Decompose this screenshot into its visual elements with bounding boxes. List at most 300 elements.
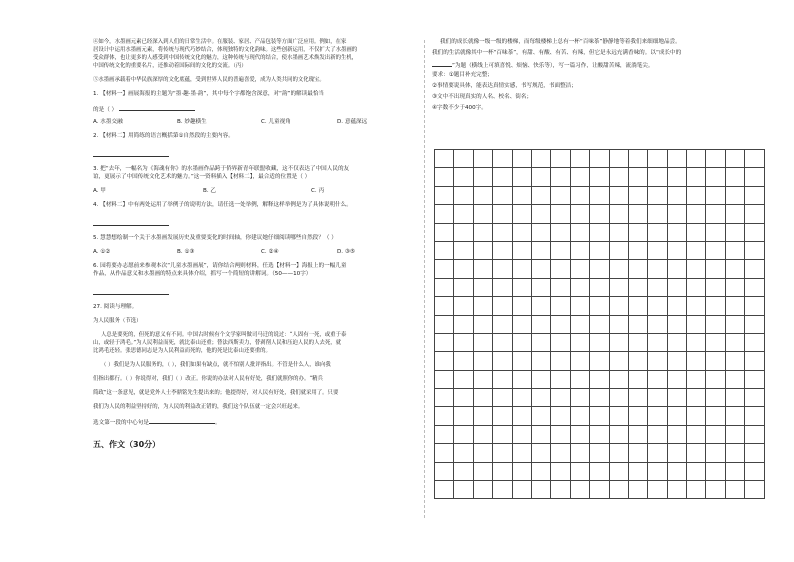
option-c[interactable]: C. 儿童视角 — [261, 119, 291, 125]
grid-cell[interactable] — [648, 407, 667, 425]
grid-cell[interactable] — [493, 463, 512, 481]
grid-cell[interactable] — [590, 297, 609, 315]
grid-cell[interactable] — [668, 481, 687, 499]
grid-cell[interactable] — [571, 150, 590, 168]
grid-cell[interactable] — [706, 297, 725, 315]
grid-cell[interactable] — [629, 407, 648, 425]
grid-cell[interactable] — [629, 352, 648, 370]
grid-cell[interactable] — [532, 168, 551, 186]
grid-cell[interactable] — [648, 297, 667, 315]
grid-cell[interactable] — [726, 371, 745, 389]
grid-cell[interactable] — [551, 168, 570, 186]
grid-cell[interactable] — [745, 463, 764, 481]
grid-cell[interactable] — [610, 426, 629, 444]
grid-cell[interactable] — [454, 463, 473, 481]
grid-cell[interactable] — [551, 279, 570, 297]
grid-cell[interactable] — [590, 389, 609, 407]
grid-cell[interactable] — [706, 352, 725, 370]
grid-cell[interactable] — [513, 316, 532, 334]
grid-cell[interactable] — [532, 426, 551, 444]
grid-cell[interactable] — [590, 426, 609, 444]
grid-cell[interactable] — [474, 352, 493, 370]
grid-cell[interactable] — [454, 260, 473, 278]
grid-cell[interactable] — [551, 187, 570, 205]
grid-cell[interactable] — [706, 444, 725, 462]
grid-cell[interactable] — [571, 242, 590, 260]
grid-cell[interactable] — [454, 316, 473, 334]
grid-cell[interactable] — [551, 407, 570, 425]
grid-cell[interactable] — [571, 297, 590, 315]
grid-cell[interactable] — [726, 389, 745, 407]
grid-cell[interactable] — [687, 187, 706, 205]
grid-cell[interactable] — [610, 279, 629, 297]
option-c[interactable]: C. 丙 — [311, 188, 325, 194]
grid-cell[interactable] — [571, 463, 590, 481]
grid-cell[interactable] — [435, 316, 454, 334]
grid-cell[interactable] — [454, 205, 473, 223]
grid-cell[interactable] — [745, 150, 764, 168]
grid-cell[interactable] — [629, 297, 648, 315]
grid-cell[interactable] — [435, 168, 454, 186]
grid-cell[interactable] — [590, 444, 609, 462]
grid-cell[interactable] — [648, 334, 667, 352]
grid-cell[interactable] — [648, 316, 667, 334]
grid-cell[interactable] — [687, 352, 706, 370]
grid-cell[interactable] — [513, 481, 532, 499]
grid-cell[interactable] — [590, 260, 609, 278]
grid-cell[interactable] — [687, 371, 706, 389]
grid-cell[interactable] — [454, 371, 473, 389]
grid-cell[interactable] — [726, 168, 745, 186]
grid-cell[interactable] — [706, 371, 725, 389]
title-blank[interactable] — [432, 60, 452, 67]
grid-cell[interactable] — [454, 224, 473, 242]
grid-cell[interactable] — [726, 224, 745, 242]
grid-cell[interactable] — [629, 242, 648, 260]
grid-cell[interactable] — [474, 463, 493, 481]
grid-cell[interactable] — [629, 150, 648, 168]
grid-cell[interactable] — [706, 316, 725, 334]
grid-cell[interactable] — [454, 389, 473, 407]
grid-cell[interactable] — [571, 481, 590, 499]
grid-cell[interactable] — [687, 297, 706, 315]
grid-cell[interactable] — [435, 260, 454, 278]
grid-cell[interactable] — [551, 371, 570, 389]
grid-cell[interactable] — [687, 426, 706, 444]
grid-cell[interactable] — [648, 260, 667, 278]
grid-cell[interactable] — [668, 316, 687, 334]
grid-cell[interactable] — [648, 352, 667, 370]
answer-blank[interactable] — [119, 104, 195, 111]
grid-cell[interactable] — [590, 407, 609, 425]
grid-cell[interactable] — [571, 426, 590, 444]
grid-cell[interactable] — [513, 444, 532, 462]
grid-cell[interactable] — [668, 389, 687, 407]
grid-cell[interactable] — [706, 407, 725, 425]
grid-cell[interactable] — [435, 224, 454, 242]
grid-cell[interactable] — [571, 352, 590, 370]
grid-cell[interactable] — [454, 481, 473, 499]
grid-cell[interactable] — [706, 426, 725, 444]
grid-cell[interactable] — [474, 426, 493, 444]
grid-cell[interactable] — [435, 481, 454, 499]
grid-cell[interactable] — [532, 371, 551, 389]
grid-cell[interactable] — [551, 334, 570, 352]
grid-cell[interactable] — [590, 334, 609, 352]
grid-cell[interactable] — [513, 297, 532, 315]
grid-cell[interactable] — [474, 187, 493, 205]
grid-cell[interactable] — [610, 205, 629, 223]
grid-cell[interactable] — [532, 481, 551, 499]
grid-cell[interactable] — [435, 389, 454, 407]
grid-cell[interactable] — [726, 297, 745, 315]
grid-cell[interactable] — [726, 407, 745, 425]
grid-cell[interactable] — [745, 352, 764, 370]
grid-cell[interactable] — [571, 389, 590, 407]
grid-cell[interactable] — [551, 316, 570, 334]
grid-cell[interactable] — [571, 168, 590, 186]
grid-cell[interactable] — [706, 260, 725, 278]
grid-cell[interactable] — [435, 352, 454, 370]
answer-line-2[interactable] — [93, 150, 169, 157]
grid-cell[interactable] — [571, 260, 590, 278]
grid-cell[interactable] — [493, 426, 512, 444]
grid-cell[interactable] — [454, 187, 473, 205]
grid-cell[interactable] — [726, 316, 745, 334]
grid-cell[interactable] — [513, 168, 532, 186]
grid-cell[interactable] — [532, 297, 551, 315]
grid-cell[interactable] — [435, 334, 454, 352]
grid-cell[interactable] — [532, 242, 551, 260]
grid-cell[interactable] — [474, 371, 493, 389]
grid-cell[interactable] — [629, 316, 648, 334]
grid-cell[interactable] — [551, 444, 570, 462]
grid-cell[interactable] — [493, 352, 512, 370]
grid-cell[interactable] — [474, 168, 493, 186]
grid-cell[interactable] — [474, 297, 493, 315]
grid-cell[interactable] — [435, 463, 454, 481]
grid-cell[interactable] — [590, 371, 609, 389]
grid-cell[interactable] — [687, 242, 706, 260]
option-c[interactable]: C. ②④ — [261, 249, 279, 255]
grid-cell[interactable] — [706, 205, 725, 223]
grid-cell[interactable] — [493, 205, 512, 223]
grid-cell[interactable] — [493, 187, 512, 205]
grid-cell[interactable] — [551, 352, 570, 370]
grid-cell[interactable] — [513, 426, 532, 444]
grid-cell[interactable] — [454, 407, 473, 425]
grid-cell[interactable] — [474, 224, 493, 242]
grid-cell[interactable] — [551, 205, 570, 223]
grid-cell[interactable] — [571, 187, 590, 205]
grid-cell[interactable] — [435, 279, 454, 297]
grid-cell[interactable] — [551, 463, 570, 481]
grid-cell[interactable] — [435, 426, 454, 444]
grid-cell[interactable] — [648, 426, 667, 444]
grid-cell[interactable] — [706, 389, 725, 407]
grid-cell[interactable] — [610, 224, 629, 242]
grid-cell[interactable] — [745, 168, 764, 186]
grid-cell[interactable] — [648, 481, 667, 499]
grid-cell[interactable] — [648, 279, 667, 297]
grid-cell[interactable] — [648, 187, 667, 205]
grid-cell[interactable] — [571, 316, 590, 334]
answer-blank[interactable] — [149, 417, 215, 424]
grid-cell[interactable] — [571, 205, 590, 223]
option-d[interactable]: D. 意蕴深远 — [337, 119, 368, 125]
grid-cell[interactable] — [513, 205, 532, 223]
grid-cell[interactable] — [493, 150, 512, 168]
grid-cell[interactable] — [590, 481, 609, 499]
grid-cell[interactable] — [668, 371, 687, 389]
grid-cell[interactable] — [687, 407, 706, 425]
grid-cell[interactable] — [493, 242, 512, 260]
grid-cell[interactable] — [668, 279, 687, 297]
grid-cell[interactable] — [551, 150, 570, 168]
grid-cell[interactable] — [610, 260, 629, 278]
grid-cell[interactable] — [474, 389, 493, 407]
grid-cell[interactable] — [454, 242, 473, 260]
grid-cell[interactable] — [513, 260, 532, 278]
grid-cell[interactable] — [571, 407, 590, 425]
grid-cell[interactable] — [493, 316, 512, 334]
grid-cell[interactable] — [590, 316, 609, 334]
grid-cell[interactable] — [629, 260, 648, 278]
grid-cell[interactable] — [629, 426, 648, 444]
grid-cell[interactable] — [745, 389, 764, 407]
grid-cell[interactable] — [610, 316, 629, 334]
grid-cell[interactable] — [610, 407, 629, 425]
grid-cell[interactable] — [513, 463, 532, 481]
grid-cell[interactable] — [726, 463, 745, 481]
grid-cell[interactable] — [687, 205, 706, 223]
grid-cell[interactable] — [493, 334, 512, 352]
grid-cell[interactable] — [610, 242, 629, 260]
grid-cell[interactable] — [668, 463, 687, 481]
grid-cell[interactable] — [610, 389, 629, 407]
grid-cell[interactable] — [474, 242, 493, 260]
grid-cell[interactable] — [493, 444, 512, 462]
grid-cell[interactable] — [610, 187, 629, 205]
grid-cell[interactable] — [590, 168, 609, 186]
grid-cell[interactable] — [454, 150, 473, 168]
grid-cell[interactable] — [474, 205, 493, 223]
grid-cell[interactable] — [571, 224, 590, 242]
grid-cell[interactable] — [493, 279, 512, 297]
option-b[interactable]: B. 乙 — [203, 188, 216, 194]
grid-cell[interactable] — [726, 187, 745, 205]
composition-grid[interactable] — [434, 149, 765, 499]
grid-cell[interactable] — [629, 334, 648, 352]
grid-cell[interactable] — [474, 260, 493, 278]
grid-cell[interactable] — [454, 297, 473, 315]
grid-cell[interactable] — [668, 426, 687, 444]
grid-cell[interactable] — [745, 297, 764, 315]
grid-cell[interactable] — [706, 242, 725, 260]
grid-cell[interactable] — [610, 444, 629, 462]
grid-cell[interactable] — [551, 224, 570, 242]
grid-cell[interactable] — [629, 187, 648, 205]
grid-cell[interactable] — [435, 205, 454, 223]
grid-cell[interactable] — [610, 481, 629, 499]
grid-cell[interactable] — [629, 205, 648, 223]
grid-cell[interactable] — [745, 316, 764, 334]
grid-cell[interactable] — [513, 334, 532, 352]
grid-cell[interactable] — [745, 242, 764, 260]
grid-cell[interactable] — [629, 463, 648, 481]
grid-cell[interactable] — [648, 371, 667, 389]
grid-cell[interactable] — [648, 168, 667, 186]
grid-cell[interactable] — [493, 224, 512, 242]
grid-cell[interactable] — [668, 224, 687, 242]
grid-cell[interactable] — [474, 407, 493, 425]
grid-cell[interactable] — [687, 150, 706, 168]
grid-cell[interactable] — [532, 260, 551, 278]
grid-cell[interactable] — [687, 334, 706, 352]
grid-cell[interactable] — [706, 168, 725, 186]
grid-cell[interactable] — [610, 463, 629, 481]
grid-cell[interactable] — [726, 242, 745, 260]
grid-cell[interactable] — [435, 444, 454, 462]
grid-cell[interactable] — [668, 187, 687, 205]
grid-cell[interactable] — [668, 297, 687, 315]
grid-cell[interactable] — [532, 407, 551, 425]
grid-cell[interactable] — [532, 334, 551, 352]
grid-cell[interactable] — [726, 260, 745, 278]
grid-cell[interactable] — [590, 150, 609, 168]
grid-cell[interactable] — [571, 279, 590, 297]
grid-cell[interactable] — [648, 242, 667, 260]
grid-cell[interactable] — [493, 389, 512, 407]
grid-cell[interactable] — [687, 389, 706, 407]
grid-cell[interactable] — [687, 463, 706, 481]
grid-cell[interactable] — [668, 352, 687, 370]
grid-cell[interactable] — [493, 297, 512, 315]
grid-cell[interactable] — [454, 279, 473, 297]
grid-cell[interactable] — [610, 168, 629, 186]
answer-line-6[interactable] — [93, 288, 169, 295]
grid-cell[interactable] — [532, 389, 551, 407]
grid-cell[interactable] — [745, 481, 764, 499]
grid-cell[interactable] — [474, 279, 493, 297]
grid-cell[interactable] — [513, 371, 532, 389]
grid-cell[interactable] — [726, 426, 745, 444]
grid-cell[interactable] — [493, 407, 512, 425]
grid-cell[interactable] — [551, 242, 570, 260]
grid-cell[interactable] — [551, 260, 570, 278]
grid-cell[interactable] — [493, 481, 512, 499]
grid-cell[interactable] — [726, 352, 745, 370]
grid-cell[interactable] — [745, 260, 764, 278]
grid-cell[interactable] — [474, 444, 493, 462]
grid-cell[interactable] — [687, 444, 706, 462]
grid-cell[interactable] — [513, 352, 532, 370]
grid-cell[interactable] — [648, 205, 667, 223]
grid-cell[interactable] — [706, 279, 725, 297]
grid-cell[interactable] — [532, 224, 551, 242]
grid-cell[interactable] — [687, 260, 706, 278]
grid-cell[interactable] — [745, 224, 764, 242]
grid-cell[interactable] — [590, 187, 609, 205]
grid-cell[interactable] — [532, 187, 551, 205]
grid-cell[interactable] — [745, 279, 764, 297]
grid-cell[interactable] — [551, 481, 570, 499]
grid-cell[interactable] — [474, 316, 493, 334]
grid-cell[interactable] — [551, 389, 570, 407]
grid-cell[interactable] — [474, 334, 493, 352]
grid-cell[interactable] — [687, 224, 706, 242]
grid-cell[interactable] — [590, 463, 609, 481]
grid-cell[interactable] — [745, 187, 764, 205]
grid-cell[interactable] — [668, 260, 687, 278]
grid-cell[interactable] — [629, 168, 648, 186]
grid-cell[interactable] — [610, 371, 629, 389]
option-a[interactable]: A. ①② — [93, 249, 111, 255]
grid-cell[interactable] — [745, 407, 764, 425]
grid-cell[interactable] — [629, 481, 648, 499]
grid-cell[interactable] — [532, 444, 551, 462]
grid-cell[interactable] — [551, 426, 570, 444]
grid-cell[interactable] — [435, 187, 454, 205]
grid-cell[interactable] — [590, 242, 609, 260]
grid-cell[interactable] — [513, 407, 532, 425]
grid-cell[interactable] — [610, 297, 629, 315]
grid-cell[interactable] — [610, 334, 629, 352]
grid-cell[interactable] — [454, 168, 473, 186]
grid-cell[interactable] — [745, 444, 764, 462]
grid-cell[interactable] — [513, 279, 532, 297]
grid-cell[interactable] — [590, 352, 609, 370]
grid-cell[interactable] — [532, 150, 551, 168]
grid-cell[interactable] — [745, 205, 764, 223]
grid-cell[interactable] — [513, 389, 532, 407]
grid-cell[interactable] — [648, 463, 667, 481]
grid-cell[interactable] — [454, 334, 473, 352]
grid-cell[interactable] — [493, 168, 512, 186]
grid-cell[interactable] — [648, 389, 667, 407]
grid-cell[interactable] — [668, 205, 687, 223]
option-d[interactable]: D. ③⑤ — [337, 249, 355, 255]
grid-cell[interactable] — [532, 352, 551, 370]
grid-cell[interactable] — [532, 205, 551, 223]
grid-cell[interactable] — [726, 150, 745, 168]
grid-cell[interactable] — [726, 481, 745, 499]
grid-cell[interactable] — [745, 371, 764, 389]
grid-cell[interactable] — [629, 389, 648, 407]
grid-cell[interactable] — [454, 426, 473, 444]
grid-cell[interactable] — [532, 279, 551, 297]
option-b[interactable]: B. ①③ — [177, 249, 195, 255]
grid-cell[interactable] — [435, 371, 454, 389]
grid-cell[interactable] — [668, 168, 687, 186]
grid-cell[interactable] — [513, 242, 532, 260]
grid-cell[interactable] — [687, 316, 706, 334]
grid-cell[interactable] — [590, 224, 609, 242]
grid-cell[interactable] — [454, 444, 473, 462]
grid-cell[interactable] — [648, 224, 667, 242]
grid-cell[interactable] — [590, 205, 609, 223]
grid-cell[interactable] — [726, 279, 745, 297]
grid-cell[interactable] — [629, 279, 648, 297]
grid-cell[interactable] — [493, 371, 512, 389]
grid-cell[interactable] — [629, 224, 648, 242]
grid-cell[interactable] — [454, 352, 473, 370]
grid-cell[interactable] — [687, 481, 706, 499]
grid-cell[interactable] — [571, 334, 590, 352]
option-a[interactable]: A. 水墨交融 — [93, 119, 123, 125]
grid-cell[interactable] — [648, 444, 667, 462]
grid-cell[interactable] — [474, 150, 493, 168]
